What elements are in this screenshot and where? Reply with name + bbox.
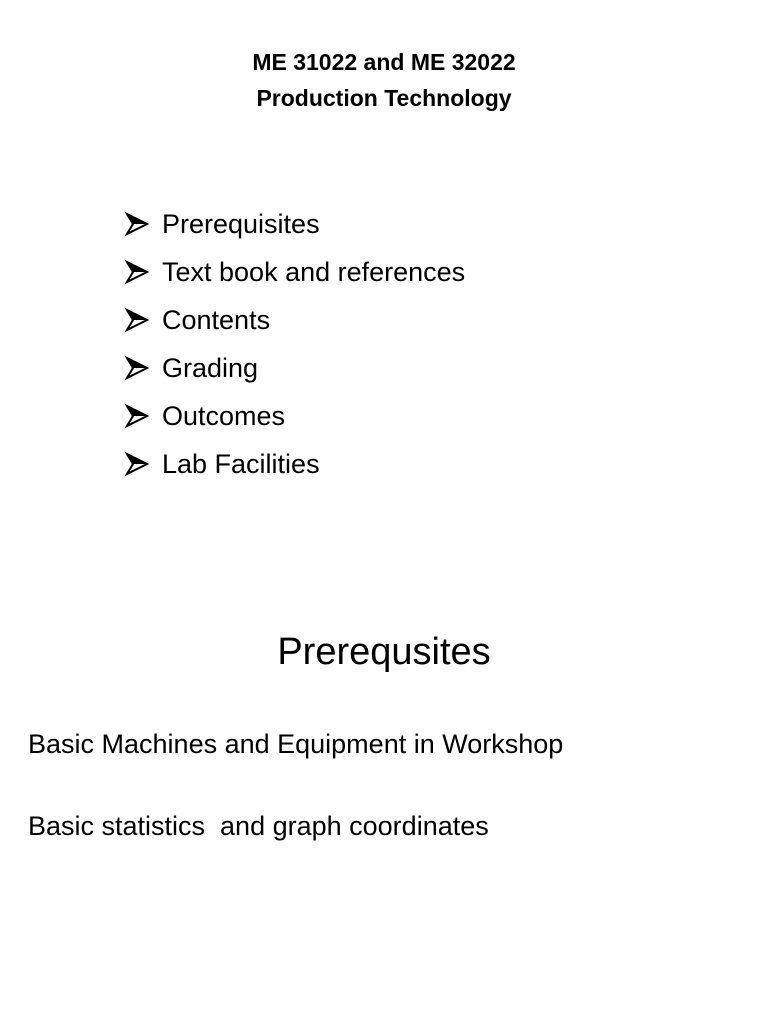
- list-item: [124, 200, 465, 248]
- list-item-label: Prerequisites: [162, 208, 320, 239]
- list-item-label: Grading: [162, 352, 259, 383]
- prerequisite-item: Basic statistics and graph coordinates: [28, 811, 489, 841]
- topic-list: [124, 200, 465, 488]
- page-title: Prerequsites: [277, 631, 491, 673]
- list-item: [124, 296, 465, 344]
- arrowhead-bullet-icon: [124, 307, 150, 333]
- arrowhead-bullet-icon: [124, 355, 150, 381]
- prerequisite-item: Basic Machines and Equipment in Workshop: [28, 729, 564, 759]
- list-item: [124, 440, 465, 488]
- list-item-label: Lab Facilities: [162, 448, 320, 479]
- list-item: [124, 392, 465, 440]
- arrowhead-bullet-icon: [124, 403, 150, 429]
- arrowhead-bullet-icon: [124, 211, 150, 237]
- slide-prerequisites: [0, 560, 768, 1024]
- list-item-label: Outcomes: [162, 400, 286, 431]
- list-item-label: Contents: [162, 304, 271, 335]
- list-item: [124, 344, 465, 392]
- arrowhead-bullet-icon: [124, 451, 150, 477]
- list-item: [124, 248, 465, 296]
- list-item-label: Text book and references: [162, 256, 466, 287]
- course-code-title: ME 31022 and ME 32022: [252, 49, 516, 75]
- course-title: [0, 44, 768, 116]
- course-name-title: Production Technology: [256, 85, 512, 111]
- arrowhead-bullet-icon: [124, 259, 150, 285]
